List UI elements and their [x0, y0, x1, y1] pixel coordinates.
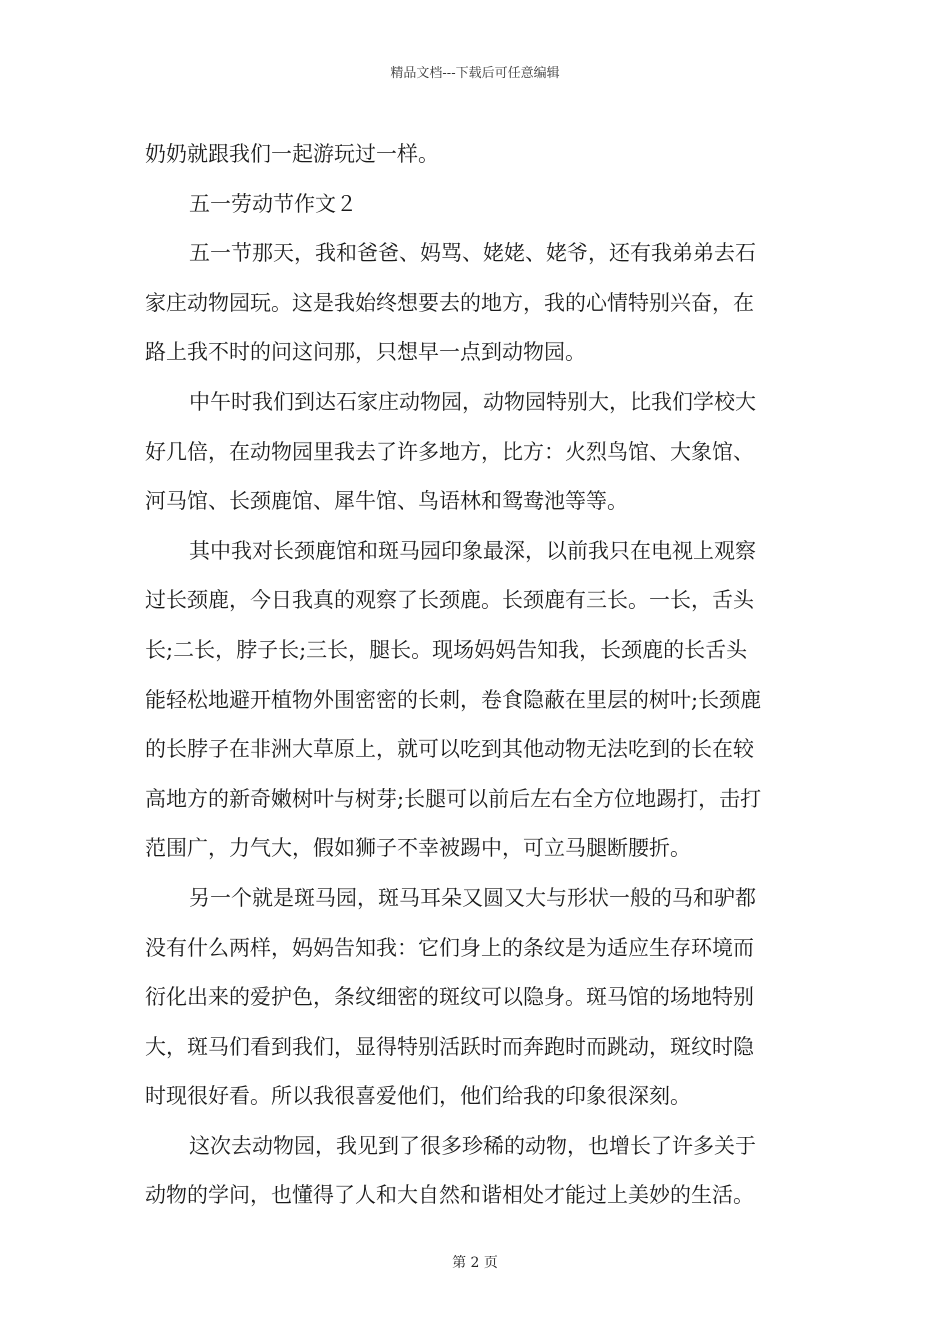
text-line: 另一个就是斑马园，斑马耳朵又圆又大与形状一般的马和驴都 — [189, 885, 756, 910]
text-line: 范围广，力气大，假如狮子不幸被踢中，可立马腿断腰折。 — [145, 836, 691, 861]
text-line: 衍化出来的爱护色，条纹细密的斑纹可以隐身。斑马馆的场地特别 — [145, 985, 754, 1010]
document-body — [145, 130, 810, 1221]
text-line: 奶奶就跟我们一起游玩过一样。 — [145, 142, 439, 166]
section-title: 五一劳动节作文２ — [189, 191, 357, 216]
text-line: 时现很好看。所以我很喜爱他们，他们给我的印象很深刻。 — [145, 1084, 691, 1109]
text-line: 这次去动物园，我见到了很多珍稀的动物，也增长了许多关于 — [189, 1133, 756, 1158]
text-line: 长;二长，脖子长;三长，腿长。现场妈妈告知我，长颈鹿的长舌头 — [145, 637, 748, 662]
text-line: 能轻松地避开植物外围密密的长刺，卷食隐蔽在里层的树叶;长颈鹿 — [145, 687, 762, 712]
text-line: 好几倍，在动物园里我去了许多地方，比方：火烈鸟馆、大象馆、 — [145, 439, 754, 464]
text-line: 的长脖子在非洲大草原上，就可以吃到其他动物无法吃到的长在较 — [145, 737, 754, 762]
text-line: 没有什么两样，妈妈告知我：它们身上的条纹是为适应生存环境而 — [145, 935, 754, 960]
text-line: 其中我对长颈鹿馆和斑马园印象最深，以前我只在电视上观察 — [189, 538, 756, 563]
text-line: 家庄动物园玩。这是我始终想要去的地方，我的心情特别兴奋，在 — [145, 290, 754, 315]
text-line: 中午时我们到达石家庄动物园，动物园特别大，比我们学校大 — [189, 389, 756, 414]
text-line: 高地方的新奇嫩树叶与树芽;长腿可以前后左右全方位地踢打，击打 — [145, 786, 762, 811]
text-line: 动物的学问，也懂得了人和大自然和谐相处才能过上美妙的生活。 — [145, 1183, 754, 1208]
text-line: 过长颈鹿，今日我真的观察了长颈鹿。长颈鹿有三长。一长，舌头 — [145, 588, 754, 613]
text-line: 五一节那天，我和爸爸、妈骂、姥姥、姥爷，还有我弟弟去石 — [189, 241, 756, 266]
page-number: 第 2 页 — [452, 1255, 498, 1271]
page-header: 精品文档---下载后可任意编辑 — [390, 66, 560, 81]
text-line: 河马馆、长颈鹿馆、犀牛馆、鸟语林和鸳鸯池等等。 — [145, 489, 628, 514]
text-line: 路上我不时的问这问那，只想早一点到动物园。 — [145, 340, 586, 365]
text-line: 大，斑马们看到我们，显得特别活跃时而奔跑时而跳动，斑纹时隐 — [145, 1034, 754, 1059]
